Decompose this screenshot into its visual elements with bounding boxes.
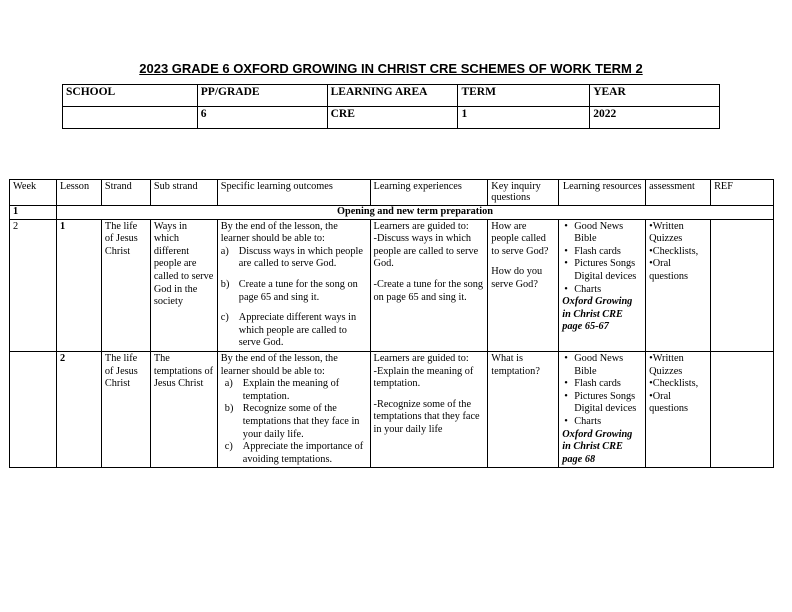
info-header: YEAR — [590, 85, 720, 107]
resources-list — [562, 353, 642, 429]
info-value-row — [63, 107, 720, 129]
experience-text: Learners are guided to: -Explain the meaning of temptation. — [373, 352, 474, 390]
outcome-text: Create a tune for the song on page 65 and sing it. — [238, 278, 358, 303]
grade-value: 6 — [197, 107, 327, 129]
resource-item: • Good News Bible — [574, 353, 642, 378]
inquiry-question: How do you serve God? — [491, 266, 543, 290]
outcomes-list — [221, 378, 367, 466]
info-header: LEARNING AREA — [327, 85, 458, 107]
col-header: Strand — [101, 180, 150, 206]
year-value: 2022 — [590, 107, 720, 129]
col-header: assessment — [646, 180, 711, 206]
school-info-table — [62, 84, 720, 129]
substrand-cell: The temptations of Jesus Christ — [150, 351, 217, 467]
assessment-item: •Written Quizzes — [649, 220, 684, 245]
school-value — [63, 107, 198, 129]
substrand-cell: Ways in which different people are called to serve God in the society — [150, 219, 217, 351]
col-header: Week — [10, 180, 57, 206]
header-row — [10, 180, 774, 206]
experiences-cell — [370, 219, 488, 351]
outcomes-list — [221, 246, 367, 350]
info-header: SCHOOL — [63, 85, 198, 107]
week-1-row — [10, 206, 774, 220]
strand-cell: The life of Jesus Christ — [101, 219, 150, 351]
col-header: Specific learning outcomes — [217, 180, 370, 206]
outcome-text: Recognize some of the temptations that they face in your daily life. — [242, 403, 360, 440]
textbook-reference: Oxford Growing in Christ CRE page 68 — [562, 428, 633, 465]
resources-cell — [559, 219, 646, 351]
week-cell — [10, 351, 57, 467]
col-header: REF — [711, 180, 774, 206]
outcome-marker: c) — [220, 312, 229, 324]
inquiry-question: How are people called to serve God? — [491, 220, 549, 257]
lesson-row — [10, 219, 774, 351]
questions-cell — [488, 351, 559, 467]
outcome-item — [224, 441, 367, 466]
term-value: 1 — [458, 107, 590, 129]
resource-item: • Flash cards — [574, 378, 642, 391]
experiences-cell — [370, 351, 488, 467]
outcome-text: Appreciate different ways in which people are called to serve God. — [238, 312, 357, 349]
resources-list — [562, 221, 642, 297]
info-header-row — [63, 85, 720, 107]
resource-item: • Charts — [574, 284, 642, 297]
col-header: Lesson — [56, 180, 101, 206]
assessment-item: •Checklists, — [649, 378, 699, 390]
assessment-item: •Checklists, — [649, 245, 699, 257]
scheme-of-work-table — [9, 179, 774, 468]
info-header: PP/GRADE — [197, 85, 327, 107]
outcomes-cell — [217, 219, 370, 351]
textbook-reference: Oxford Growing in Christ CRE page 65-67 — [562, 296, 633, 333]
outcome-marker: b) — [220, 278, 230, 290]
lesson-number: 2 — [56, 351, 101, 467]
strand-cell: The life of Jesus Christ — [101, 351, 150, 467]
col-header: Key inquiry questions — [488, 180, 559, 206]
document-title: 2023 GRADE 6 OXFORD GROWING IN CHRIST CRE SCHEMES OF WORK TERM 2 — [139, 61, 643, 76]
week-1-note: Opening and new term preparation — [56, 206, 773, 220]
lesson-number: 1 — [56, 219, 101, 351]
experience-text: -Create a tune for the song on page 65 and sing it. — [373, 278, 484, 303]
assessment-item: •Oral questions — [649, 258, 689, 282]
info-header: TERM — [458, 85, 590, 107]
col-header: Learning resources — [559, 180, 646, 206]
outcome-item — [220, 312, 367, 350]
assessment-cell — [646, 219, 711, 351]
week-cell: 2 — [10, 219, 57, 351]
outcome-item — [220, 245, 367, 271]
outcome-item — [224, 378, 367, 403]
lesson-row — [10, 351, 774, 467]
outcome-text: Appreciate the importance of avoiding temptations. — [242, 441, 364, 465]
experience-text: -Recognize some of the temptations that they face in your daily life — [373, 398, 480, 435]
outcome-text: Explain the meaning of temptation. — [242, 378, 340, 402]
resource-item: • Charts — [574, 416, 642, 429]
resource-item: • Pictures Songs Digital devices — [574, 391, 642, 416]
learning-area-value: CRE — [327, 107, 458, 129]
week-cell: 1 — [10, 206, 57, 220]
col-header: Learning experiences — [370, 180, 488, 206]
col-header: Sub strand — [150, 180, 217, 206]
outcomes-intro: By the end of the lesson, the learner should be able to: — [220, 352, 338, 377]
resources-cell — [559, 351, 646, 467]
outcomes-intro: By the end of the lesson, the learner should be able to: — [220, 220, 338, 245]
outcome-marker: c) — [224, 441, 233, 453]
resource-item: • Pictures Songs Digital devices — [574, 258, 642, 283]
outcome-marker: a) — [220, 245, 229, 257]
outcome-marker: b) — [224, 403, 234, 415]
inquiry-question: What is temptation? — [491, 352, 540, 377]
ref-cell — [711, 219, 774, 351]
outcome-item — [220, 278, 367, 304]
assessment-item: •Written Quizzes — [649, 352, 684, 377]
experience-text: Learners are guided to: -Discuss ways in which people are called to serve God. — [373, 220, 479, 270]
assessment-cell — [646, 351, 711, 467]
outcome-item — [224, 403, 367, 441]
resource-item: • Flash cards — [574, 246, 642, 259]
ref-cell — [711, 351, 774, 467]
outcome-marker: a) — [224, 378, 233, 390]
outcomes-cell — [217, 351, 370, 467]
resource-item: • Good News Bible — [574, 221, 642, 246]
assessment-item: •Oral questions — [649, 390, 689, 415]
outcome-text: Discuss ways in which people are called to serve God. — [238, 245, 363, 270]
questions-cell — [488, 219, 559, 351]
